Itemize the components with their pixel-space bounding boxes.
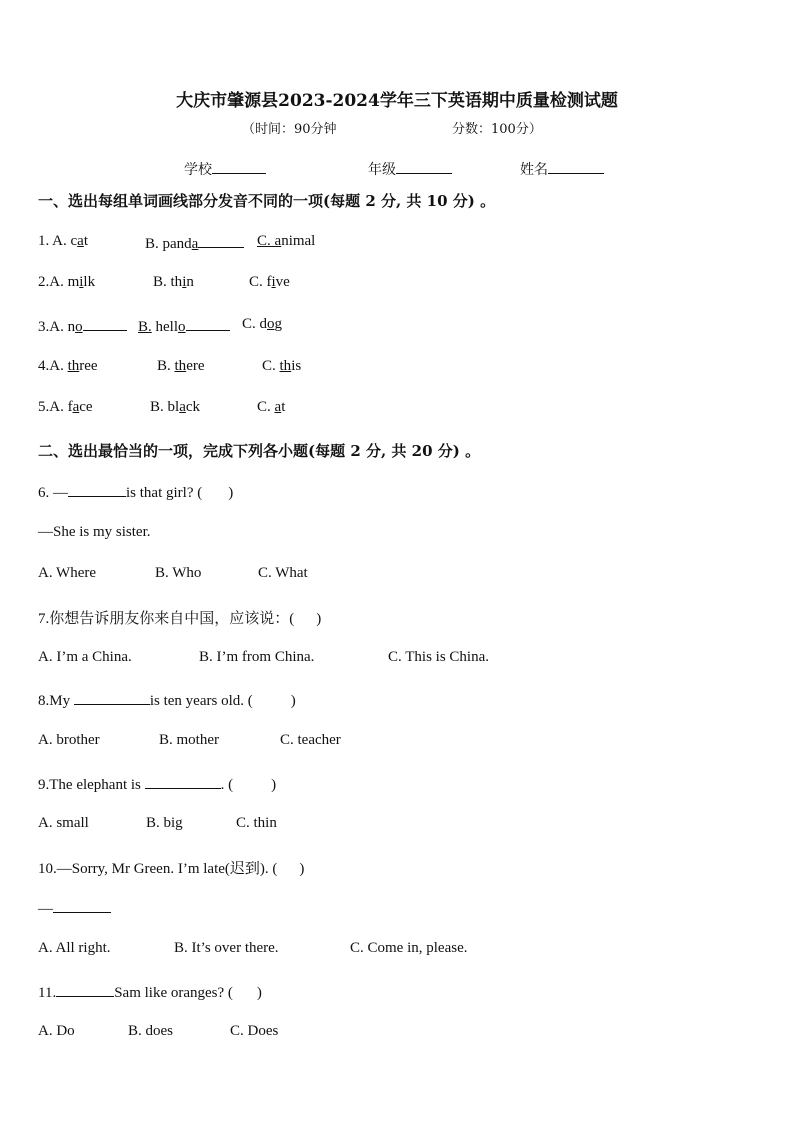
q6-option-b: B. Who bbox=[155, 565, 202, 581]
q10-blank[interactable] bbox=[53, 898, 111, 913]
grade-label: 年级 bbox=[368, 162, 396, 178]
q9-option-a: A. small bbox=[38, 815, 89, 831]
page-title: 大庆市肇源县2023-2024学年三下英语期中质量检测试题 bbox=[176, 91, 618, 111]
q10-option-b: B. It’s over there. bbox=[174, 940, 279, 956]
q5-option-a: 5.A. face bbox=[38, 399, 93, 415]
school-blank[interactable] bbox=[212, 159, 266, 174]
q3-option-b: B. hello bbox=[138, 316, 230, 336]
q9-option-c: C. thin bbox=[236, 815, 277, 831]
q6-stem: 6. — is that girl? ( ) bbox=[38, 482, 233, 502]
q6-answer: —She is my sister. bbox=[38, 524, 151, 540]
q5-option-c: C. at bbox=[257, 399, 286, 415]
q4-option-b: B. there bbox=[157, 358, 205, 374]
section-1-title: 一、选出每组单词画线部分发音不同的一项(每题 2 分, 共 10 分) 。 bbox=[38, 192, 496, 210]
score-info: 分数：100分） bbox=[452, 122, 542, 137]
name-field[interactable] bbox=[520, 159, 604, 179]
q9-option-b: B. big bbox=[146, 815, 183, 831]
q8-blank[interactable] bbox=[74, 690, 150, 705]
q1-option-a: 1. A. cat bbox=[38, 233, 89, 249]
q11-blank[interactable] bbox=[56, 982, 114, 997]
q6-option-a: A. Where bbox=[38, 565, 97, 581]
q3-option-c: C. dog bbox=[242, 316, 283, 332]
q3-option-a: 3.A. no bbox=[38, 316, 127, 336]
q10-option-c: C. Come in, please. bbox=[350, 940, 468, 956]
q7-stem: 7.你想告诉朋友你来自中国，应该说：( ) bbox=[38, 611, 322, 627]
q11-option-a: A. Do bbox=[38, 1023, 75, 1039]
q8-option-b: B. mother bbox=[159, 732, 219, 748]
q7-option-c: C. This is China. bbox=[388, 649, 489, 665]
q11-option-b: B. does bbox=[128, 1023, 173, 1039]
name-label: 姓名 bbox=[520, 162, 548, 178]
grade-blank[interactable] bbox=[396, 159, 452, 174]
q6-option-c: C. What bbox=[258, 565, 308, 581]
q1-option-b: B. panda bbox=[145, 233, 244, 253]
q8-stem: 8.My is ten years old. ( ) bbox=[38, 690, 296, 710]
q4-option-a: 4.A. three bbox=[38, 358, 98, 374]
q8-option-c: C. teacher bbox=[280, 732, 341, 748]
q1-option-c: C. animal bbox=[257, 233, 316, 249]
q11-option-c: C. Does bbox=[230, 1023, 279, 1039]
school-label: 学校 bbox=[184, 162, 212, 178]
q10-reply: — bbox=[38, 898, 111, 918]
q8-option-a: A. brother bbox=[38, 732, 100, 748]
q6-blank[interactable] bbox=[68, 482, 126, 497]
q2-option-b: B. thin bbox=[153, 274, 194, 290]
q10-stem: 10.—Sorry, Mr Green. I’m late(迟到). ( ) bbox=[38, 861, 305, 877]
q2-option-c: C. five bbox=[249, 274, 290, 290]
time-info: （时间：90分钟 bbox=[242, 122, 337, 137]
q10-option-a: A. All right. bbox=[38, 940, 111, 956]
grade-field[interactable] bbox=[368, 159, 452, 179]
q7-option-a: A. I’m a China. bbox=[38, 649, 132, 665]
q11-stem: 11. Sam like oranges? ( ) bbox=[38, 982, 262, 1002]
q4-option-c: C. this bbox=[262, 358, 302, 374]
q9-stem: 9.The elephant is . ( ) bbox=[38, 774, 276, 794]
q5-option-b: B. black bbox=[150, 399, 201, 415]
q9-blank[interactable] bbox=[145, 774, 221, 789]
school-field[interactable] bbox=[184, 159, 266, 179]
q2-option-a: 2.A. milk bbox=[38, 274, 96, 290]
section-2-title: 二、选出最恰当的一项，完成下列各小题(每题 2 分, 共 20 分) 。 bbox=[38, 442, 481, 460]
q7-option-b: B. I’m from China. bbox=[199, 649, 315, 665]
name-blank[interactable] bbox=[548, 159, 604, 174]
